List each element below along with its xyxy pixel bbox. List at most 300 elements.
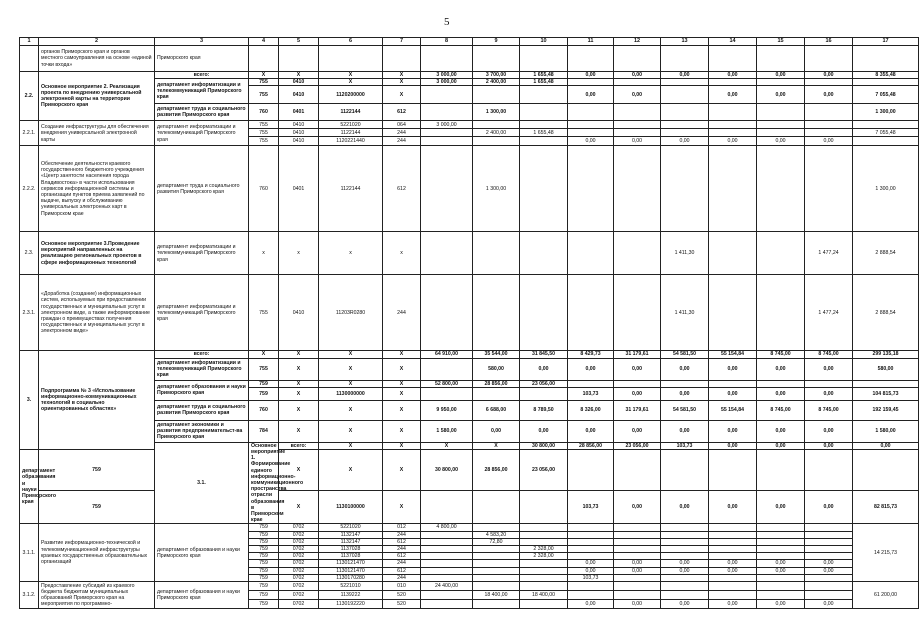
table-cell: департамент образования и науки Приморского края (155, 524, 249, 582)
table-cell (709, 582, 757, 591)
table-cell: 0,00 (709, 567, 757, 574)
table-cell (421, 591, 473, 600)
table-cell: 0,00 (709, 491, 757, 524)
table-cell (853, 137, 919, 146)
table-cell: 0,00 (661, 387, 709, 400)
table-cell (473, 567, 520, 574)
table-cell: 0,00 (614, 560, 661, 567)
table-cell: 0,00 (709, 560, 757, 567)
table-cell (757, 129, 805, 137)
table-cell (520, 121, 568, 129)
table-cell (421, 137, 473, 146)
table-cell: 23 056,00 (520, 380, 568, 387)
table-cell: 0,00 (614, 72, 661, 79)
table-cell: 755 (249, 79, 279, 86)
table-cell: 0,00 (757, 86, 805, 104)
table-cell: 0,00 (568, 560, 614, 567)
table-cell: 244 (383, 137, 421, 146)
table-cell (709, 146, 757, 232)
table-cell (473, 524, 520, 531)
table-cell: X (279, 400, 319, 420)
table-cell: 1132147 (319, 531, 383, 538)
table-cell (421, 86, 473, 104)
table-cell: 0,00 (568, 600, 614, 609)
table-cell (421, 387, 473, 400)
column-header: 11 (568, 38, 614, 46)
table-cell: 0,00 (661, 72, 709, 79)
table-cell: 1130192220 (319, 600, 383, 609)
table-cell: 0702 (279, 538, 319, 545)
table-cell: департамент труда и социального развития Приморского края (155, 104, 249, 121)
table-cell: 1 477,24 (805, 275, 853, 351)
table-cell: 2.2. (20, 72, 39, 121)
table-cell (709, 553, 757, 560)
table-cell: X (319, 442, 383, 449)
table-cell: 0702 (279, 600, 319, 609)
table-cell: 0702 (279, 582, 319, 591)
table-cell: 0702 (279, 553, 319, 560)
table-cell: 14 215,73 (853, 524, 919, 582)
table-cell: 1130000000 (319, 387, 383, 400)
table-cell (473, 553, 520, 560)
table-cell (661, 450, 709, 491)
table-cell: 1139222 (319, 591, 383, 600)
table-cell (709, 574, 757, 581)
table-cell (614, 574, 661, 581)
table-cell (614, 232, 661, 275)
table-cell: 0,00 (757, 387, 805, 400)
table-cell: 0,00 (614, 387, 661, 400)
table-cell: 1 300,00 (853, 146, 919, 232)
table-cell (757, 553, 805, 560)
table-cell: 0,00 (805, 387, 853, 400)
table-cell: X (279, 351, 319, 358)
table-cell (853, 380, 919, 387)
table-cell: 103,73 (661, 442, 709, 449)
table-cell (520, 574, 568, 581)
table-cell: 4 583,20 (473, 531, 520, 538)
table-cell (473, 491, 520, 524)
table-cell: X (383, 387, 421, 400)
table-cell (614, 531, 661, 538)
table-cell (709, 121, 757, 129)
table-cell: Приморского края (155, 46, 249, 72)
table-cell (568, 79, 614, 86)
table-cell: X (319, 79, 383, 86)
column-header: 4 (249, 38, 279, 46)
table-cell: департамент информатизации и телекоммуникаций Приморского края (155, 121, 249, 146)
table-cell: 520 (383, 600, 421, 609)
table-cell: 30 800,00 (520, 442, 568, 449)
table-cell: 612 (383, 538, 421, 545)
table-cell (614, 538, 661, 545)
table-cell (520, 582, 568, 591)
table-cell (709, 531, 757, 538)
table-cell: 8 745,00 (757, 400, 805, 420)
table-cell: 18 400,00 (520, 591, 568, 600)
column-header: 16 (805, 38, 853, 46)
table-cell (473, 600, 520, 609)
table-cell: 8 789,50 (520, 400, 568, 420)
table-cell: 2.3. (20, 232, 39, 275)
table-cell (383, 46, 421, 72)
table-cell: 0702 (279, 546, 319, 553)
table-cell: 9 950,00 (421, 400, 473, 420)
table-cell (473, 232, 520, 275)
table-cell: 52 800,00 (421, 380, 473, 387)
table-cell: 2 328,00 (520, 546, 568, 553)
table-cell: 1122144 (319, 146, 383, 232)
table-cell: 759 (249, 531, 279, 538)
table-cell (661, 86, 709, 104)
table-cell: департамент образования и науки Приморского края (20, 450, 39, 524)
table-cell (568, 553, 614, 560)
table-cell (805, 46, 853, 72)
table-cell: 3 000,00 (421, 121, 473, 129)
table-cell: 0,00 (661, 420, 709, 442)
table-cell: x (249, 232, 279, 275)
table-cell: X (279, 72, 319, 79)
table-cell: 0,00 (614, 358, 661, 380)
table-cell (568, 524, 614, 531)
table-cell: 760 (249, 146, 279, 232)
table-cell (614, 591, 661, 600)
column-header: 6 (319, 38, 383, 46)
table-cell: 1130100000 (319, 491, 383, 524)
table-cell: 1 580,00 (421, 420, 473, 442)
column-header: 13 (661, 38, 709, 46)
table-cell: 0,00 (853, 442, 919, 449)
table-cell: 760 (249, 400, 279, 420)
table-cell: 0,00 (757, 600, 805, 609)
table-cell: 3. (20, 351, 39, 450)
table-cell: 0,00 (709, 137, 757, 146)
table-cell (421, 232, 473, 275)
table-cell: 784 (249, 420, 279, 442)
table-cell: X (383, 86, 421, 104)
table-cell: 0702 (279, 574, 319, 581)
table-cell (709, 232, 757, 275)
table-cell (520, 531, 568, 538)
table-cell (709, 46, 757, 72)
table-cell: 0,00 (661, 560, 709, 567)
table-cell: X (279, 420, 319, 442)
table-cell (568, 538, 614, 545)
table-cell: X (319, 420, 383, 442)
column-header: 12 (614, 38, 661, 46)
table-cell (568, 546, 614, 553)
table-cell (709, 591, 757, 600)
table-cell: 0,00 (614, 420, 661, 442)
table-cell (568, 275, 614, 351)
table-cell (614, 46, 661, 72)
table-cell: 759 (249, 538, 279, 545)
table-cell: 244 (383, 546, 421, 553)
table-cell: 0,00 (614, 491, 661, 524)
table-cell (421, 600, 473, 609)
table-cell: 0702 (279, 567, 319, 574)
table-cell (568, 591, 614, 600)
table-cell (853, 121, 919, 129)
table-cell: 11203R0280 (319, 275, 383, 351)
table-cell (709, 524, 757, 531)
table-cell (757, 574, 805, 581)
table-cell: 28 856,00 (473, 380, 520, 387)
column-header: 3 (155, 38, 249, 46)
table-cell: X (279, 387, 319, 400)
table-cell: 064 (383, 121, 421, 129)
table-cell: департамент труда и социального развития Приморского края (155, 400, 249, 420)
table-cell: 755 (249, 275, 279, 351)
table-cell (520, 86, 568, 104)
table-cell: 0,00 (661, 600, 709, 609)
table-cell (805, 104, 853, 121)
table-cell (709, 380, 757, 387)
table-cell: 759 (249, 546, 279, 553)
table-cell: 5221020 (319, 121, 383, 129)
table-cell: Обеспечение деятельности краевого государственного бюджетного учреждения «Центр занятости населения города Владивостока» в части использования сервисов информационной системы и организации пунктов приема заявлений по выдаче, выпуску и обслуживанию универсальных электронных карт в Приморском крае (39, 146, 155, 232)
table-cell: 24 400,00 (421, 582, 473, 591)
table-cell: 23 056,00 (614, 442, 661, 449)
table-cell (805, 531, 853, 538)
table-cell: 759 (249, 600, 279, 609)
table-cell: 28 856,00 (473, 450, 520, 491)
table-cell: 31 179,61 (614, 400, 661, 420)
table-cell: 35 544,00 (473, 351, 520, 358)
table-cell (661, 538, 709, 545)
table-cell (421, 531, 473, 538)
table-cell: Подпрограмма № 3 «Использование информационно-коммуникационных технологий в социально ориентированных областях» (39, 351, 155, 450)
table-cell (757, 232, 805, 275)
table-cell (757, 591, 805, 600)
table-cell: 759 (249, 574, 279, 581)
table-cell (421, 553, 473, 560)
table-cell: 1132147 (319, 538, 383, 545)
table-cell: 0,00 (757, 420, 805, 442)
table-cell (757, 146, 805, 232)
table-row (20, 400, 919, 420)
table-cell: Развитие информационно-технической и телекоммуникационной инфраструктуры краевых государственных образовательных организаций (39, 524, 155, 582)
table-cell: 0,00 (568, 420, 614, 442)
table-cell (614, 380, 661, 387)
table-cell (661, 104, 709, 121)
table-row (20, 582, 919, 591)
table-cell: 8 429,73 (568, 351, 614, 358)
table-cell: 612 (383, 567, 421, 574)
table-cell (614, 553, 661, 560)
table-cell (473, 137, 520, 146)
table-cell (661, 524, 709, 531)
table-row (20, 450, 919, 491)
table-cell (757, 46, 805, 72)
table-cell (520, 275, 568, 351)
table-cell (805, 546, 853, 553)
table-cell: 0,00 (661, 358, 709, 380)
table-cell: 1 300,00 (473, 104, 520, 121)
table-row (20, 38, 919, 46)
table-cell (757, 538, 805, 545)
table-cell: 1137028 (319, 546, 383, 553)
table-cell (661, 121, 709, 129)
table-cell: 1122144 (319, 104, 383, 121)
table-cell (421, 146, 473, 232)
table-cell: 0,00 (805, 491, 853, 524)
table-cell: 0702 (279, 524, 319, 531)
table-cell: 0401 (279, 104, 319, 121)
table-cell: 580,00 (853, 358, 919, 380)
table-cell (661, 79, 709, 86)
table-cell: X (383, 72, 421, 79)
column-header: 1 (20, 38, 39, 46)
table-row (20, 104, 919, 121)
table-cell (568, 380, 614, 387)
table-cell: X (319, 450, 383, 491)
table-cell (520, 538, 568, 545)
table-cell (421, 46, 473, 72)
table-cell (20, 46, 39, 72)
table-cell (757, 531, 805, 538)
table-cell: 759 (39, 491, 155, 524)
table-cell: департамент информатизации и телекоммуникаций Приморского края (155, 275, 249, 351)
table-cell (853, 450, 919, 491)
table-cell: 244 (383, 275, 421, 351)
table-cell: 612 (383, 104, 421, 121)
table-cell: X (249, 72, 279, 79)
table-cell (568, 104, 614, 121)
table-cell: 1 411,30 (661, 275, 709, 351)
table-cell: 1120221440 (319, 137, 383, 146)
column-header: 2 (39, 38, 155, 46)
table-cell: органов Приморского края и органов местного самоуправления на основе «единой точки входа» (39, 46, 155, 72)
table-cell: 0,00 (709, 387, 757, 400)
table-cell: 0,00 (805, 137, 853, 146)
table-cell (421, 560, 473, 567)
table-cell: 31 179,61 (614, 351, 661, 358)
table-cell (520, 104, 568, 121)
table-cell (614, 546, 661, 553)
table-cell (661, 553, 709, 560)
table-cell: 1 477,24 (805, 232, 853, 275)
table-cell (805, 553, 853, 560)
table-cell: 1 580,00 (853, 420, 919, 442)
table-cell: 0,00 (757, 72, 805, 79)
table-cell: департамент труда и социального развития Приморского края (155, 146, 249, 232)
table-cell: 0,00 (709, 72, 757, 79)
table-cell: 759 (249, 524, 279, 531)
table-cell: 759 (249, 380, 279, 387)
table-cell (805, 121, 853, 129)
table-cell: X (383, 450, 421, 491)
table-cell (568, 232, 614, 275)
table-cell: 580,00 (473, 358, 520, 380)
table-cell: 55 154,84 (709, 351, 757, 358)
table-cell (421, 546, 473, 553)
table-cell: 0,00 (805, 420, 853, 442)
table-cell: 0,00 (614, 567, 661, 574)
table-cell (709, 546, 757, 553)
table-cell: x (279, 232, 319, 275)
table-cell (614, 275, 661, 351)
table-cell: 0,00 (520, 420, 568, 442)
table-cell: 760 (249, 104, 279, 121)
table-cell: 1 411,30 (661, 232, 709, 275)
table-cell: Создание инфраструктуры для обеспечения внедрения универсальной электронной карты (39, 121, 155, 146)
table-cell: 0401 (279, 146, 319, 232)
table-cell: 7 055,48 (853, 129, 919, 137)
table-cell (805, 146, 853, 232)
table-cell: 012 (383, 524, 421, 531)
table-cell: 759 (249, 560, 279, 567)
table-cell: 2.2.2. (20, 146, 39, 232)
table-cell (661, 531, 709, 538)
table-cell: 1 655,48 (520, 129, 568, 137)
total-label: всего: (279, 442, 319, 449)
table-cell (473, 86, 520, 104)
table-cell: 103,73 (568, 387, 614, 400)
table-cell: 010 (383, 582, 421, 591)
table-cell: 2 888,54 (853, 275, 919, 351)
table-cell: X (383, 79, 421, 86)
table-row (20, 232, 919, 275)
table-cell (661, 129, 709, 137)
table-cell (520, 600, 568, 609)
table-cell (757, 275, 805, 351)
table-cell: X (383, 491, 421, 524)
table-cell: 103,73 (568, 574, 614, 581)
table-row (20, 442, 919, 449)
table-cell (421, 538, 473, 545)
table-cell: X (473, 442, 520, 449)
table-cell: X (383, 420, 421, 442)
table-cell: 4 800,00 (421, 524, 473, 531)
budget-table (19, 37, 919, 609)
table-cell (709, 129, 757, 137)
table-cell: 1130170280 (319, 574, 383, 581)
table-cell: 31 845,50 (520, 351, 568, 358)
table-cell: 0,00 (709, 600, 757, 609)
table-cell (568, 46, 614, 72)
table-cell (421, 491, 473, 524)
table-cell (473, 546, 520, 553)
table-cell: X (383, 351, 421, 358)
table-cell: 8 745,00 (757, 351, 805, 358)
table-cell (757, 450, 805, 491)
table-cell: 0,00 (805, 560, 853, 567)
table-cell (473, 275, 520, 351)
table-cell (805, 524, 853, 531)
table-cell (421, 574, 473, 581)
table-cell (614, 121, 661, 129)
table-cell: 0,00 (757, 491, 805, 524)
table-cell: 82 815,73 (853, 491, 919, 524)
table-cell: 755 (249, 86, 279, 104)
table-cell: 0,00 (661, 137, 709, 146)
table-cell: 0702 (279, 560, 319, 567)
table-cell: X (279, 358, 319, 380)
table-cell (614, 79, 661, 86)
table-row (20, 491, 919, 524)
table-row (20, 351, 919, 358)
table-cell: 1120200000 (319, 86, 383, 104)
table-cell: 5221020 (319, 524, 383, 531)
table-cell: X (319, 72, 383, 79)
table-cell: 759 (39, 450, 155, 491)
table-cell (520, 46, 568, 72)
table-cell (520, 146, 568, 232)
table-cell: 0,00 (661, 567, 709, 574)
table-cell (709, 275, 757, 351)
table-cell: 18 400,00 (473, 591, 520, 600)
